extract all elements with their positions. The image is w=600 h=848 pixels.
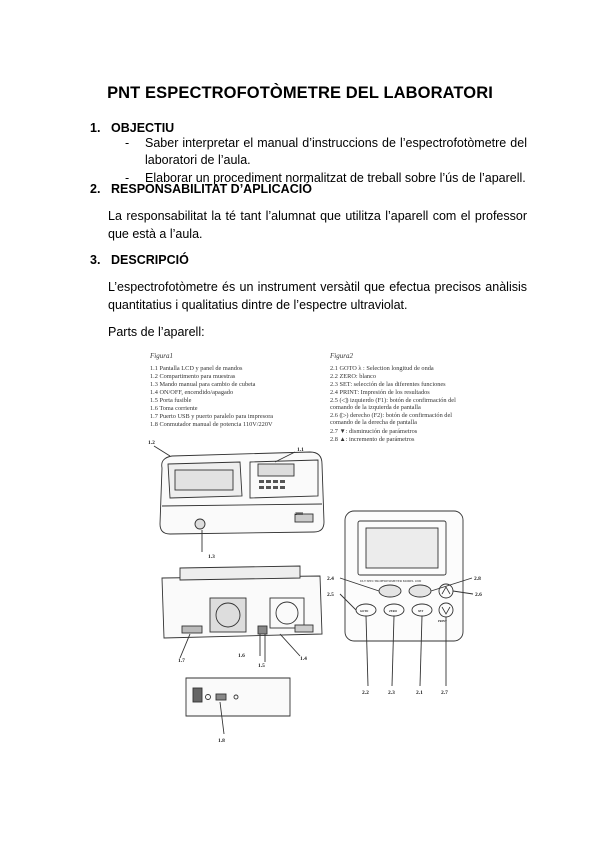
- section-objectiu-heading: [90, 121, 174, 135]
- bullet-marker: -: [125, 136, 130, 150]
- fig2-item: 2.2 ZERO: blanco: [330, 373, 376, 380]
- device-badge: 2000: [295, 511, 303, 516]
- fig1-item: 1.1 Pantalla LCD y panel de mandos: [150, 365, 243, 372]
- callout-1-6: 1.6: [238, 653, 245, 659]
- parts-label: Parts de l’aparell:: [108, 325, 205, 339]
- fig2-item: 2.7 ▼: disminución de parámetros: [330, 428, 418, 435]
- section-title: OBJECTIU: [111, 121, 175, 135]
- responsabilitat-paragraph: La responsabilitat la té tant l’alumnat que utilitza l’aparell com el professor que està a l’aula.: [108, 209, 527, 241]
- callout-2-8: 2.8: [474, 576, 481, 582]
- fig2-item: 2.6 (▷) derecho (F2): botón de confirmación del: [330, 412, 452, 419]
- spectrophotometer-figure: [140, 346, 510, 751]
- fig1-item: 1.2 Compartimento para muestras: [150, 373, 236, 380]
- bullet-text: Saber interpretar el manual d’instruccions de l’espectrofotòmetre del laboratori de l’aula.: [145, 136, 527, 167]
- button-set-label: SET: [418, 610, 424, 613]
- callout-2-3: 2.3: [388, 690, 395, 696]
- fig1-item: 1.5 Porta fusible: [150, 397, 192, 404]
- callout-2-5: 2.5: [327, 592, 334, 598]
- callout-1-7: 1.7: [178, 658, 185, 664]
- fig1-item: 1.4 ON/OFF, encendido/apagado: [150, 389, 234, 396]
- callout-1-4: 1.4: [300, 656, 307, 662]
- button-print-label: PRINT: [438, 620, 447, 623]
- device-front-view: [154, 446, 324, 552]
- device-back-view: [162, 566, 322, 662]
- control-panel-diagram: [340, 511, 473, 686]
- bullet-marker: -: [125, 171, 130, 185]
- panel-caption: ULT SPECTROPHOTOMETER MODEL 1000: [360, 579, 422, 583]
- callout-1-8: 1.8: [218, 738, 225, 744]
- bullet-text: Elaborar un procediment normalitzat de treball sobre l’ús de l’aparell.: [145, 171, 526, 185]
- objectiu-bullet-1: [125, 135, 527, 169]
- fig1-item: 1.6 Toma corriente: [150, 405, 198, 412]
- figure-svg: [140, 346, 510, 751]
- callout-1-2: 1.2: [148, 440, 155, 446]
- callout-2-4: 2.4: [327, 576, 334, 582]
- section-number: 3.: [90, 253, 101, 267]
- section-number: 1.: [90, 121, 101, 135]
- fig1-heading: Figura1: [150, 352, 173, 360]
- section-descripcio-heading: [90, 253, 189, 267]
- section-title: DESCRIPCIÓ: [111, 253, 189, 267]
- callout-2-6: 2.6: [475, 592, 482, 598]
- fig1-item: 1.8 Conmutador manual de potencia 110V/220V: [150, 421, 273, 428]
- callout-2-1: 2.1: [416, 690, 423, 696]
- callout-1-1: 1.1: [297, 447, 304, 453]
- fig2-item: 2.1 GOTO λ : Selection longitud de onda: [330, 365, 434, 372]
- fig2-item: 2.3 SET: selección de las diferentes funciones: [330, 381, 446, 388]
- rear-panel-detail: [186, 678, 290, 734]
- section-number: 2.: [90, 182, 101, 196]
- section-title: RESPONSABILITAT D’APLICACIÓ: [111, 182, 312, 196]
- page-title: PNT ESPECTROFOTÒMETRE DEL LABORATORI: [107, 84, 493, 102]
- callout-1-3: 1.3: [208, 554, 215, 560]
- callout-2-2: 2.2: [362, 690, 369, 696]
- section-responsabilitat-heading: [90, 182, 312, 196]
- fig2-item: comando de la izquierda de pantalla: [330, 404, 421, 411]
- descripcio-paragraph: L’espectrofotòmetre és un instrument versàtil que efectua precisos anàlisis quantitatius i qualitatius dintre de l’espectre ultraviolat.: [108, 280, 527, 312]
- fig1-item: 1.3 Mando manual para cambio de cubeta: [150, 381, 256, 388]
- button-goto-label: GOTO: [360, 610, 369, 613]
- fig2-heading: Figura2: [330, 352, 353, 360]
- fig1-item: 1.7 Puerto USB y puerto paralelo para impresora: [150, 413, 274, 420]
- callout-2-7: 2.7: [441, 690, 448, 696]
- fig2-item: 2.4 PRINT: Impresión de los resultados: [330, 389, 430, 396]
- fig2-item: comando de la derecha de pantalla: [330, 419, 417, 426]
- callout-1-5: 1.5: [258, 663, 265, 669]
- fig2-item: 2.8 ▲: incremento de parámetros: [330, 436, 415, 443]
- fig2-item: 2.5 (◁) izquierdo (F1): botón de confirmación del: [330, 397, 456, 404]
- button-zero-label: ZERO: [389, 610, 397, 613]
